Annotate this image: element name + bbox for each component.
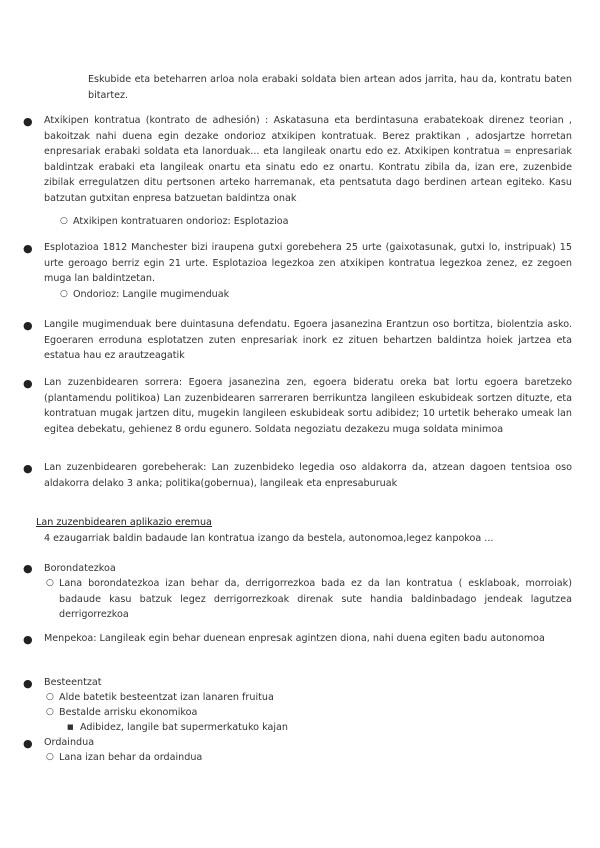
esplotazioa-paragraph: Esplotazioa 1812 Manchester bizi iraupena gutxi gorebehera 25 urte (gaixotasunak, gutxi lo, instripuak) 15 urte geroago berriz egin 21 urte. Esplotazioa legezkoa zen atxikipen kontratua legezkoa zenez, ez zegoen muga lan baldintzetan. bbox=[44, 242, 572, 284]
circle-bullet-icon: ○ bbox=[60, 289, 68, 299]
borondatezkoa-label: Borondatezkoa bbox=[44, 563, 116, 574]
bullet-ordaindua: ● bbox=[23, 737, 33, 750]
besteentzat-sub-1-text: Alde batetik besteentzat izan lanaren fruitua bbox=[59, 692, 274, 703]
circle-bullet-icon: ○ bbox=[46, 707, 54, 717]
circle-bullet-icon: ○ bbox=[46, 692, 54, 702]
bullet-borondatezkoa: ● bbox=[23, 562, 33, 575]
ordaindua-label: Ordaindua bbox=[44, 737, 95, 748]
bullet-sorrera: ● bbox=[23, 377, 33, 390]
bullet-gorabeherak: ● bbox=[23, 462, 33, 475]
ordaindua-sub-text: Lana izan behar da ordaindua bbox=[59, 752, 203, 763]
menpekoa-paragraph: Menpekoa: Langileak egin behar duenean enpresak agintzen diona, nahi duena egiten badu autonomoa bbox=[44, 633, 545, 644]
borondatezkoa-sub bbox=[46, 576, 572, 623]
aplikazio-intro: 4 ezaugarriak baldin badaude lan kontratua izango da bestela, autonomoa,legez kanpokoa ... bbox=[44, 533, 494, 544]
atxikipen-paragraph: Atxikipen kontratua (kontrato de adhesión) : Askatasuna eta berdintasuna erabatekoak direnez teorian , bakoitzak nahi duena egin dezake ondorioz atxikipen kontratuak. Berez praktikan , adosjartze horretan enpresariak erabaki soldata eta lanorduak... eta langileak onartu edo ez. Atxikipen kontratua = enpresariak baldintzak erabaki eta langileak onartu eta sinatu edo ez onartu. Kontratu zibila da, izan ere, zuzenbide zibilak erregulatzen ditu pertsonen arteko harremanak, eta pentsatuta dago berdinen artean egiteko. Kasu batzutan gutxitan enpresa batzuetan baldintza onak bbox=[44, 115, 572, 204]
aplikazio-heading: Lan zuzenbidearen aplikazio eremua bbox=[36, 517, 212, 528]
bullet-menpekoa: ● bbox=[23, 633, 33, 646]
bullet-esplotazioa: ● bbox=[23, 242, 33, 255]
bullet-atxikipen: ● bbox=[23, 115, 33, 128]
circle-bullet-icon: ○ bbox=[46, 578, 54, 588]
ordaindua-sub bbox=[46, 750, 539, 766]
sorrera-paragraph: Lan zuzenbidearen sorrera: Egoera jasanezina zen, egoera bideratu oreka bat lortu egoera baretzeko (plantamendu politikoa) Lan zuzenbidearen sarreraren berrikuntza langileen eskubideak sortzen dituzte, eta kontratuan mugak jartzen ditu, mugekin langileen eskubideak sortu adibidez; 10 urtetik beherako umeak lan egitea debekatu, gehienez 8 ordu egunero. Soldata negoziatu dezakezu muga soldata minimoa bbox=[44, 377, 572, 435]
circle-bullet-icon: ○ bbox=[46, 752, 54, 762]
circle-bullet-icon: ○ bbox=[60, 216, 68, 226]
besteentzat-subsub-text: Adibidez, langile bat supermerkatuko kajan bbox=[80, 722, 288, 733]
esplotazioa-sub-text: Ondorioz: Langile mugimenduak bbox=[73, 289, 230, 300]
besteentzat-subsub bbox=[67, 720, 540, 736]
bullet-langile: ● bbox=[23, 319, 33, 332]
intro-paragraph: Eskubide eta beteharren arloa nola erabaki soldata bien artean ados jarrita, hau da, kontratu baten bitartez. bbox=[88, 74, 572, 101]
esplotazioa-sub bbox=[60, 287, 553, 303]
langile-paragraph: Langile mugimenduak bere duintasuna defendatu. Egoera jasanezina Erantzun oso bortitza, biolentzia asko. Egoeraren erroduna esplotatzen zuten enpresariak inork ez zituen behartzen baldintza hoiek jartzea eta estatua hau ez arautzeagatik bbox=[44, 319, 572, 361]
besteentzat-sub-2 bbox=[46, 705, 539, 721]
borondatezkoa-sub-text: Lana borondatezkoa izan behar da, derrigorrezkoa bada ez da lan kontratua ( esklaboak, morroiak) badaude kasu batzuk legez derrigorrezkoak direnak sute handia baldinbadago jendeak lagutzea derrigorrezkoa bbox=[59, 578, 572, 620]
atxikipen-sub bbox=[60, 214, 553, 230]
gorabeherak-paragraph: Lan zuzenbidearen gorebeherak: Lan zuzenbideko legedia oso aldakorra da, atzean dagoen tentsioa oso aldakorra delako 3 anka; politika(gobernua), langileak eta enpresaburuak bbox=[44, 462, 572, 489]
bullet-besteentzat: ● bbox=[23, 677, 33, 690]
besteentzat-label: Besteentzat bbox=[44, 677, 102, 688]
atxikipen-sub-text: Atxikipen kontratuaren ondorioz: Esplotazioa bbox=[73, 216, 289, 227]
square-bullet-icon: ■ bbox=[67, 723, 74, 731]
besteentzat-sub-1 bbox=[46, 690, 539, 706]
besteentzat-sub-2-text: Bestalde arrisku ekonomikoa bbox=[59, 707, 198, 718]
